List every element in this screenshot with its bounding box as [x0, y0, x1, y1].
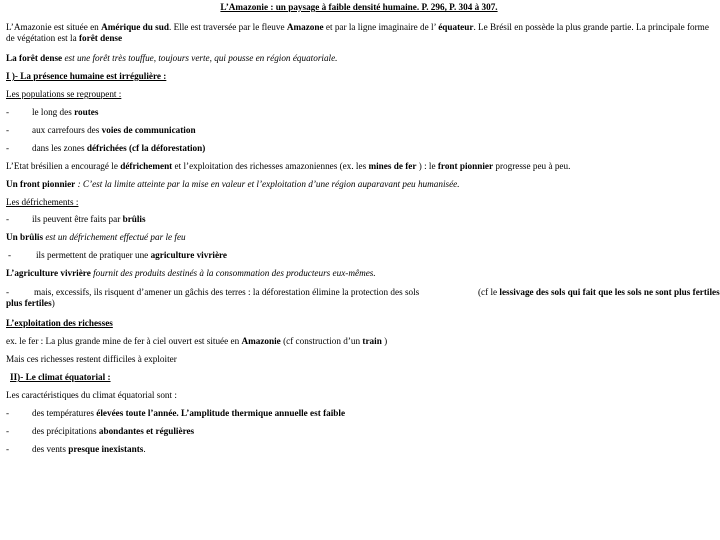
page-title: L’Amazonie : un paysage à faible densité humaine. P. 296, P. 304 à 307. — [220, 2, 498, 12]
agriculture-vivriere-definition: L’agriculture vivrière fournit des produits destinés à la consommation des producteurs eux-mêmes. — [6, 268, 376, 278]
foret-definition: La forêt dense est une forêt très touffue, toujours verte, qui pousse en région équatoriale. — [6, 53, 338, 63]
front-pionnier-definition: Un front pionnier : C’est la limite atteinte par la mise en valeur et l’exploitation d’une région auparavant peu humanisée. — [6, 179, 460, 189]
defrichements-subheading: Les défrichements : — [6, 197, 79, 207]
brulis-definition: Un brûlis est un défrichement effectué par le feu — [6, 232, 186, 242]
fer-paragraph: ex. le fer : La plus grande mine de fer à ciel ouvert est située en Amazonie (cf construction d’un train ) — [6, 336, 388, 346]
list-item-continuation: plus fertiles) — [6, 298, 55, 308]
richesses-note: Mais ces richesses restent difficiles à exploiter — [6, 354, 177, 364]
regroup-subheading: Les populations se regroupent : — [6, 89, 122, 99]
exploitation-heading: L’exploitation des richesses — [6, 318, 113, 328]
section-1-heading: I )- La présence humaine est irrégulière : — [6, 71, 167, 81]
intro-paragraph: L’Amazonie est située en Amérique du sud. Elle est traversée par le fleuve Amazone et par la ligne imaginaire de l’ équateur. Le Brésil en possède la plus grande partie. La principale forme de végétation est la forêt dense — [6, 22, 709, 44]
climat-intro: Les caractéristiques du climat équatorial sont : — [6, 390, 177, 400]
etat-paragraph: L’Etat brésilien a encouragé le défrichement et l’exploitation des richesses amazoniennes (ex. les mines de fer ) : le front pionnier progresse peu à peu. — [6, 161, 571, 171]
section-2-heading: II)- Le climat équatorial : — [10, 372, 111, 382]
